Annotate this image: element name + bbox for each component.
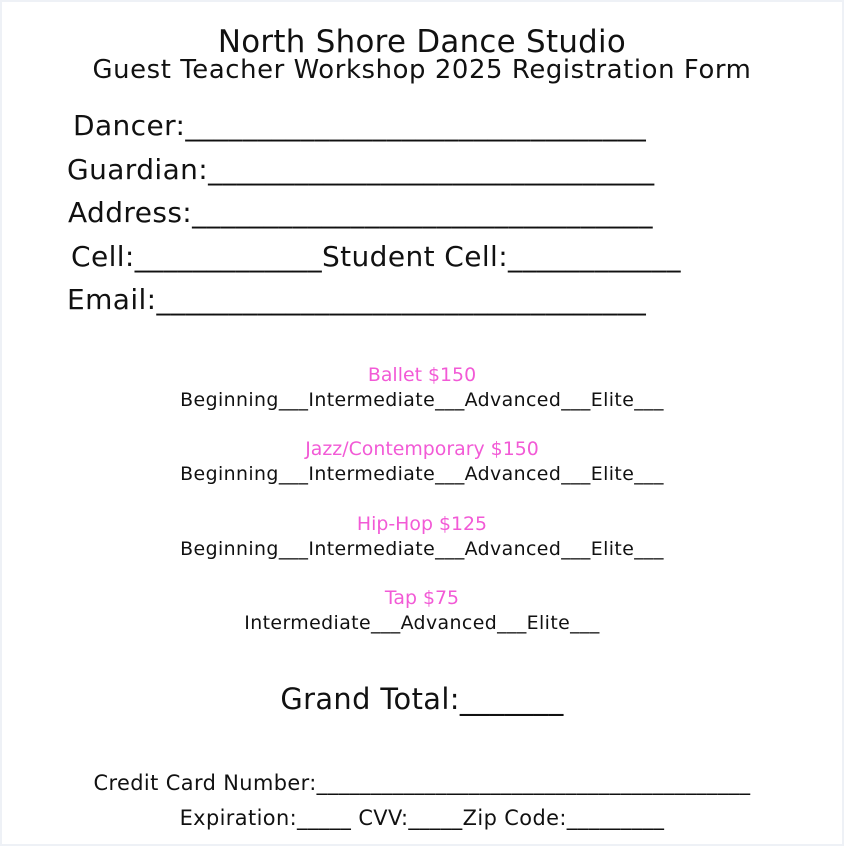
- credit-card-number-field[interactable]: Credit Card Number:________________________________________: [93, 771, 751, 795]
- tap-level-options[interactable]: Intermediate___Advanced___Elite___: [244, 612, 600, 634]
- tap-section-title: Tap $75: [384, 587, 460, 609]
- jazz-contemporary-level-options[interactable]: Beginning___Intermediate___Advanced___Elite___: [180, 463, 664, 485]
- grand-total-field[interactable]: Grand Total:_______: [280, 682, 564, 716]
- expiration-cvv-zip-row[interactable]: Expiration:_____ CVV:_____Zip Code:_________: [179, 806, 665, 830]
- jazz-contemporary-section-title: Jazz/Contemporary $150: [305, 438, 539, 460]
- cell-field-row[interactable]: Cell:_____________Student Cell:____________: [71, 240, 681, 273]
- hip-hop-section-title: Hip-Hop $125: [356, 513, 488, 535]
- ballet-level-options[interactable]: Beginning___Intermediate___Advanced___Elite___: [180, 389, 664, 411]
- address-field[interactable]: Address:________________________________: [68, 196, 653, 229]
- email-field[interactable]: Email:__________________________________: [67, 283, 647, 316]
- dancer-field[interactable]: Dancer:________________________________: [73, 109, 647, 142]
- guardian-field[interactable]: Guardian:_______________________________: [67, 153, 655, 186]
- studio-title: North Shore Dance Studio: [217, 24, 627, 60]
- form-subtitle: Guest Teacher Workshop 2025 Registration Form: [92, 55, 752, 85]
- hip-hop-level-options[interactable]: Beginning___Intermediate___Advanced___Elite___: [180, 538, 664, 560]
- ballet-section-title: Ballet $150: [367, 364, 477, 386]
